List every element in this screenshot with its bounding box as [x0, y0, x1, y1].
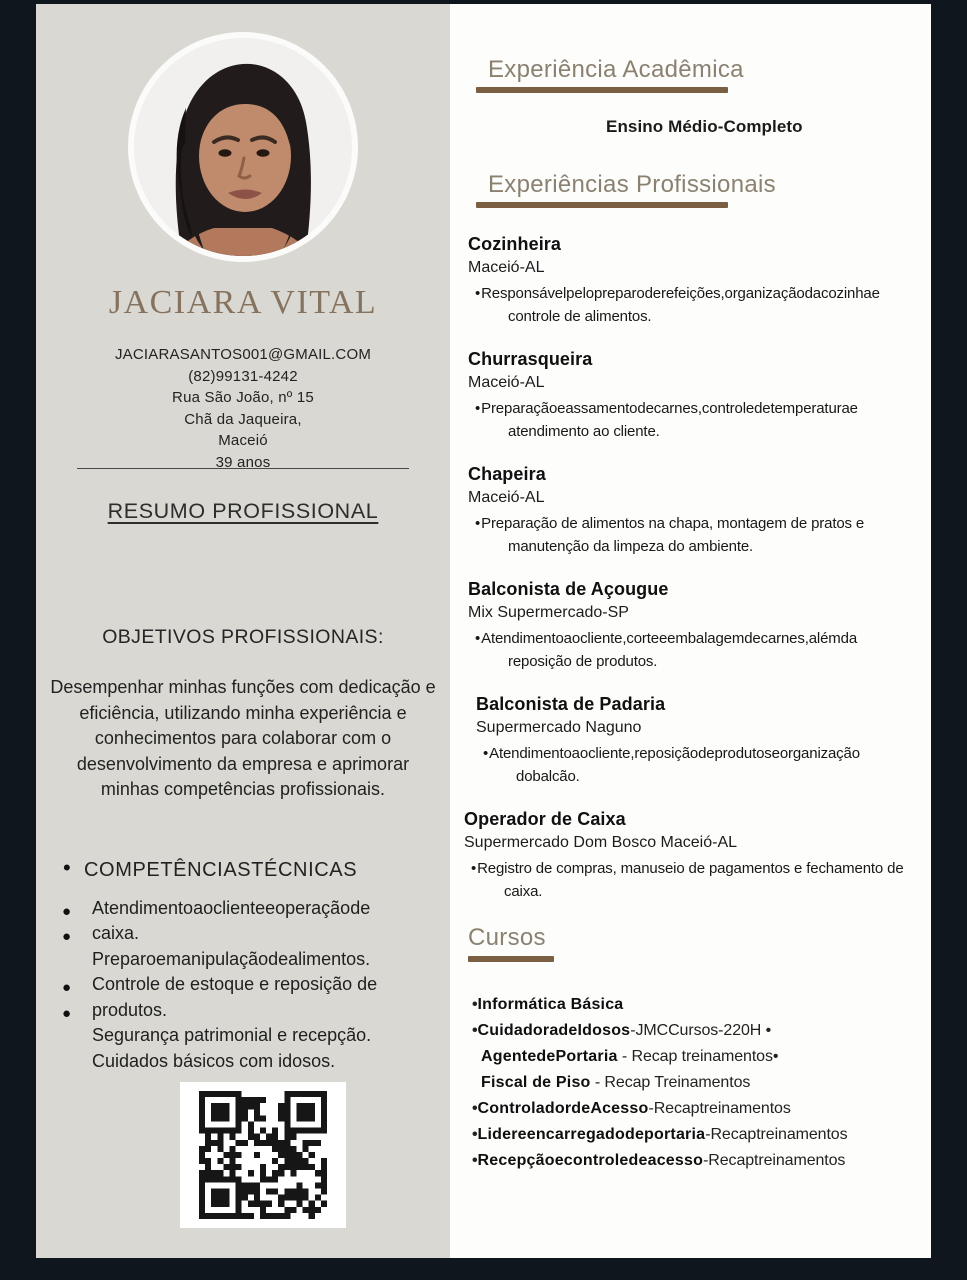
courses-heading-bar: [468, 956, 554, 962]
course-name: CuidadoradeIdosos: [477, 1022, 631, 1039]
courses-heading: Cursos: [468, 924, 546, 951]
job-entry: [468, 579, 916, 673]
avatar: [134, 38, 352, 256]
course-provider: -Recaptreinamentos: [705, 1126, 848, 1143]
job-entry: [468, 349, 916, 443]
skill-text: Atendimentoaoclienteeoperaçãode: [92, 897, 371, 918]
job-title: Chapeira: [468, 464, 546, 484]
bullet-icon: •: [63, 854, 71, 880]
course-name: AgentedePortaria: [481, 1048, 618, 1065]
bullet-icon: •: [472, 1022, 478, 1039]
job-entry: [468, 464, 916, 558]
course-provider: -JMCCursos-220H: [630, 1022, 766, 1039]
contact-line: Rua São João, nº 15: [172, 389, 314, 406]
course-provider: - Recap Treinamentos: [590, 1074, 751, 1091]
job-title: Balconista de Açougue: [468, 579, 669, 599]
course-item: [472, 1148, 931, 1174]
job-title: Balconista de Padaria: [476, 694, 666, 714]
course-item: [472, 1122, 931, 1148]
person-name: JACIARA VITAL: [108, 284, 378, 321]
contact-line: (82)99131-4242: [188, 367, 298, 385]
job-company: Maceió-AL: [468, 259, 545, 276]
course-item: [472, 1018, 931, 1044]
competencias-heading-row: [36, 854, 450, 882]
contact-line: 39 anos: [215, 453, 271, 471]
skill-text: produtos.: [92, 999, 168, 1020]
sidebar: [36, 4, 450, 1258]
job-title: Cozinheira: [468, 234, 562, 254]
professional-heading-bar: [476, 202, 728, 208]
academic-entry: Ensino Médio-Completo: [606, 117, 803, 136]
skill-item: [36, 998, 450, 1024]
bullet-icon: •: [772, 1048, 779, 1065]
job-description: • Atendimentoaocliente,reposiçãodeprodutoseorganização dobalcão.: [476, 743, 921, 788]
qr-code: [180, 1082, 346, 1228]
skill-text: Preparoemanipulaçãodealimentos.: [92, 948, 371, 969]
skill-text: Controle de estoque e reposição de: [92, 974, 378, 994]
job-entry: [464, 809, 916, 903]
job-company: Supermercado Dom Bosco Maceió-AL: [464, 834, 738, 851]
resumo-profissional-heading: RESUMO PROFISSIONAL: [107, 499, 379, 523]
jobs-list: [464, 234, 916, 903]
competencias-heading: COMPETÊNCIASTÉCNICAS: [84, 858, 358, 881]
courses-list: [472, 992, 931, 1174]
skill-item: [36, 947, 450, 973]
job-description: • Preparação de alimentos na chapa, montagem de pratos e manutenção da limpeza do ambiente.: [468, 513, 913, 558]
course-item: [481, 1070, 931, 1096]
bullet-icon: ●: [62, 979, 72, 996]
job-company: Mix Supermercado-SP: [468, 604, 629, 621]
job-entry: [468, 234, 916, 328]
course-name: ControladordeAcesso: [477, 1100, 649, 1117]
courses-section: [468, 924, 931, 1174]
job-description: • Registro de compras, manuseio de pagamentos e fechamento de caixa.: [464, 858, 909, 903]
bullet-icon: •: [472, 996, 478, 1013]
course-item: [472, 992, 931, 1018]
course-provider: -Recaptreinamentos: [703, 1152, 846, 1169]
job-company: Maceió-AL: [468, 374, 545, 391]
bullet-icon: •: [765, 1022, 772, 1039]
bullet-icon: ●: [62, 902, 72, 920]
course-name: Fiscal de Piso: [481, 1074, 591, 1091]
objetivos-heading: OBJETIVOS PROFISSIONAIS:: [102, 626, 384, 648]
skill-item: [36, 896, 450, 922]
contact-line: JACIARASANTOS001@GMAIL.COM: [114, 346, 372, 363]
bullet-icon: •: [472, 1152, 478, 1169]
skill-text: Segurança patrimonial e recepção.: [92, 1025, 372, 1045]
job-description: • Atendimentoaocliente,corteeembalagemdecarnes,alémda reposição de produtos.: [468, 628, 913, 673]
skill-item: [36, 972, 450, 998]
skill-item: [36, 1049, 450, 1075]
skill-item: [36, 1023, 450, 1049]
course-provider: - Recap treinamentos: [617, 1048, 773, 1065]
job-title: Operador de Caixa: [464, 809, 626, 829]
job-title: Churrasqueira: [468, 349, 593, 369]
job-entry: [476, 694, 916, 788]
skills-list: [36, 896, 450, 1075]
job-company: Supermercado Naguno: [476, 719, 642, 736]
professional-section: [488, 171, 931, 208]
bullet-icon: ●: [62, 1004, 72, 1022]
course-name: Informática Básica: [477, 996, 624, 1013]
skill-item: [36, 921, 450, 947]
academic-section: [488, 56, 931, 137]
skill-text: Cuidados básicos com idosos.: [92, 1050, 336, 1071]
course-name: Recepçãoecontroledeacesso: [477, 1152, 704, 1169]
skill-text: caixa.: [92, 923, 140, 943]
professional-heading: Experiências Profissionais: [488, 171, 776, 198]
bullet-icon: •: [472, 1100, 478, 1117]
job-company: Maceió-AL: [468, 489, 545, 506]
bullet-icon: ●: [62, 928, 72, 945]
job-description: • Responsávelpelopreparoderefeições,organizaçãodacozinhae controle de alimentos.: [468, 283, 913, 328]
portrait-illustration: [134, 38, 352, 256]
academic-heading: Experiência Acadêmica: [488, 56, 744, 83]
bullet-icon: •: [472, 1126, 478, 1143]
course-name: Lidereencarregadodeportaria: [477, 1126, 706, 1143]
objetivos-text: Desempenhar minhas funções com dedicação e eficiência, utilizando minha experiência e conhecimentos para colaborar com o desenvolvimento da empresa e aprimorar minhas competências profissionais.: [50, 677, 436, 799]
contact-line: Chã da Jaqueira,: [184, 410, 302, 428]
course-provider: -Recaptreinamentos: [648, 1100, 791, 1117]
resume-sheet: [36, 4, 931, 1258]
qr-code-image: [199, 1091, 327, 1219]
job-description: • Preparaçãoeassamentodecarnes,controledetemperaturae atendimento ao cliente.: [468, 398, 913, 443]
academic-heading-bar: [476, 87, 728, 93]
contact-line: Maceió: [218, 432, 268, 449]
contact-block: [36, 344, 450, 473]
course-item: [472, 1096, 931, 1122]
course-item: [481, 1044, 931, 1070]
main-column: [450, 4, 931, 1258]
